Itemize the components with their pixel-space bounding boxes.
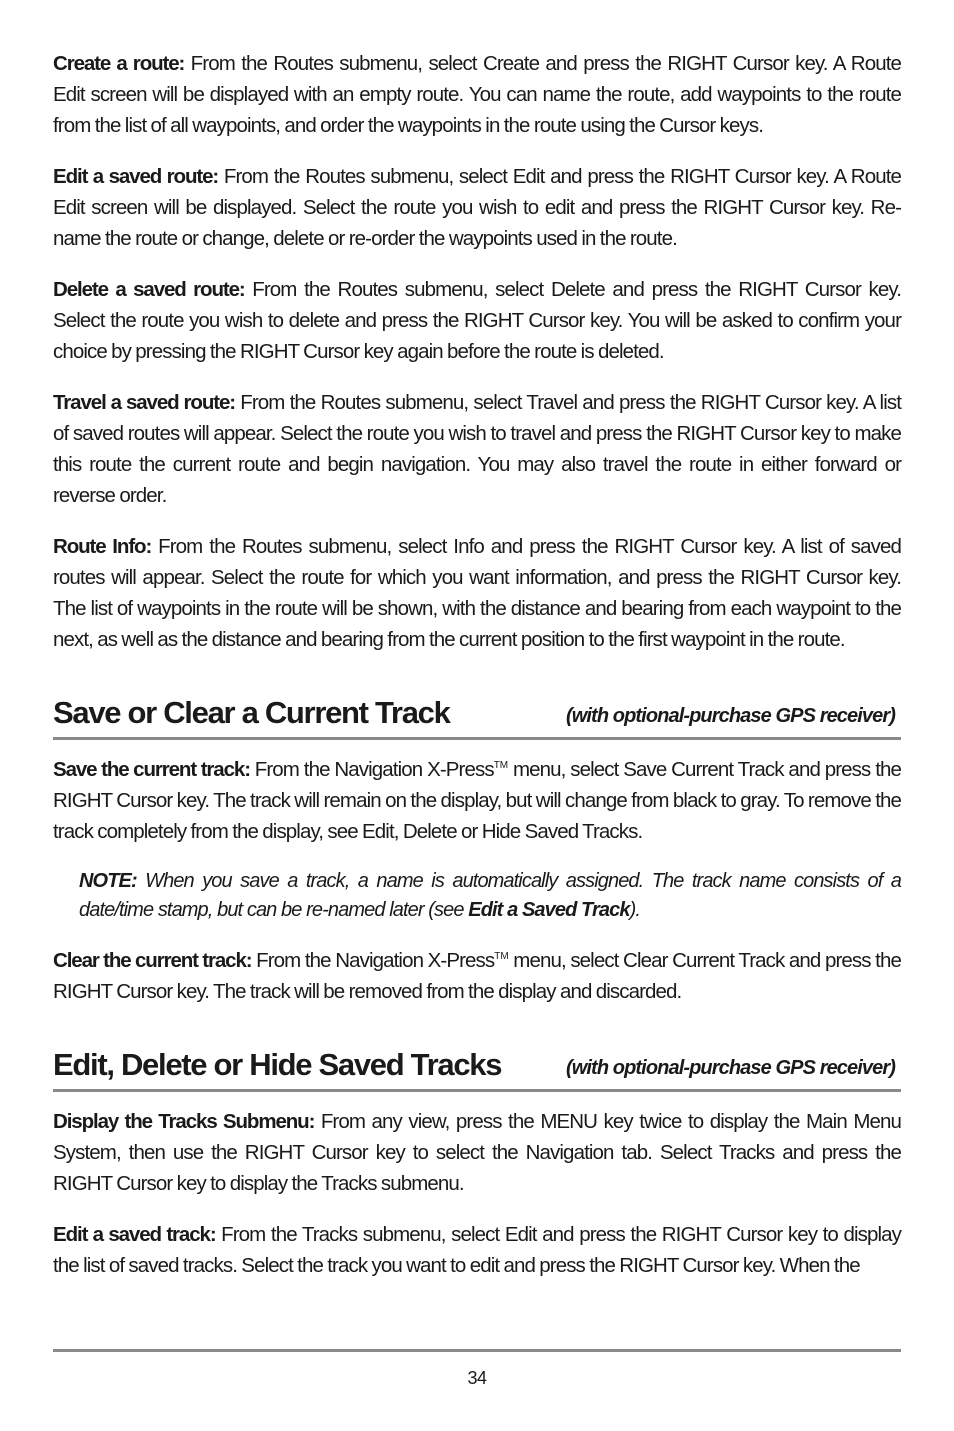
paragraph-text: menu, select Save Current Track and press the RIGHT Cursor key. The track will remain on the display, but will change from black to gray. To remove the track completely from the display, see Edit, Delete or Hide Saved Tracks. [53,758,901,843]
paragraph-label: Route Info: [53,535,152,558]
travel-route-paragraph [53,387,901,511]
section-title: Edit, Delete or Hide Saved Tracks [53,1047,502,1082]
save-track-paragraph [53,754,901,847]
paragraph-text: From the Routes submenu, select Edit and press the RIGHT Cursor key. A Route Edit screen will be displayed. Select the route you wish to edit and press the RIGHT Cursor key. Re-name the route or change, delete or re-order the waypoints used in the route. [53,165,901,250]
paragraph-label: Display the Tracks Submenu: [53,1110,315,1133]
section-subtitle: (with optional-purchase GPS receiver) [565,1057,895,1079]
paragraph-text: From the Routes submenu, select Delete and press the RIGHT Cursor key. Select the route you wish to delete and press the RIGHT Cursor key. You will be asked to confirm your choice by pressing the RIGHT Cursor key again before the route is deleted. [53,278,901,363]
paragraph-text: menu, select Clear Current Track and press the RIGHT Cursor key. The track will be removed from the display and discarded. [53,949,901,1003]
footer-divider [53,1349,901,1352]
section-heading-save-clear [53,691,901,740]
clear-track-paragraph [53,945,901,1007]
delete-route-paragraph [53,274,901,367]
paragraph-text: From the Routes submenu, select Travel and press the RIGHT Cursor key. A list of saved routes will appear. Select the route you wish to travel and press the RIGHT Cursor key to make this route the current route and begin navigation. You may also travel the route in either forward or reverse order. [53,391,901,507]
create-route-paragraph [53,48,901,141]
paragraph-label: Save the current track: [53,758,250,781]
paragraph-text: From the Routes submenu, select Create and press the RIGHT Cursor key. A Route Edit screen will be displayed with an empty route. You can name the route, add waypoints to the route from the list of all waypoints, and order the waypoints in the route using the Cursor keys. [53,52,901,137]
paragraph-label: Create a route: [53,52,185,75]
paragraph-text: From the Navigation X-Press [249,758,494,781]
edit-track-paragraph [53,1219,901,1281]
note-reference: Edit a Saved Track [468,899,630,921]
trademark-mark: TM [493,760,509,771]
note-label: NOTE: [79,870,137,892]
page-content [53,48,901,1301]
section-subtitle: (with optional-purchase GPS receiver) [565,705,895,727]
paragraph-text: From the Navigation X-Press [251,949,495,972]
paragraph-text: From the Routes submenu, select Info and press the RIGHT Cursor key. A list of saved routes will appear. Select the route for which you want information, and press the RIGHT Cursor key. The list of waypoints in the route will be shown, with the distance and bearing from each waypoint to the next, as well as the distance and bearing from the current position to the first waypoint in the route. [53,535,901,651]
trademark-mark: TM [494,951,509,962]
paragraph-text: From any view, press the MENU key twice to display the Main Menu System, then use the RIGHT Cursor key to select the Navigation tab. Select Tracks and press the RIGHT Cursor key to display the Tracks submenu. [53,1110,901,1195]
route-info-paragraph [53,531,901,655]
note-text: ). [629,899,640,921]
paragraph-label: Delete a saved route: [53,278,245,301]
paragraph-label: Travel a saved route: [53,391,236,414]
display-tracks-paragraph [53,1106,901,1199]
paragraph-label: Edit a saved route: [53,165,219,188]
note-text: When you save a track, a name is automatically assigned. The track name consists of a date/time stamp, but can be re-named later (see [79,870,901,921]
paragraph-label: Clear the current track: [53,949,252,972]
paragraph-text: From the Tracks submenu, select Edit and press the RIGHT Cursor key to display the list of saved tracks. Select the track you want to edit and press the RIGHT Cursor key. When the [53,1223,901,1277]
edit-route-paragraph [53,161,901,254]
section-title: Save or Clear a Current Track [53,695,450,730]
note-paragraph [79,867,901,925]
page-number: 34 [467,1368,487,1388]
paragraph-label: Edit a saved track: [53,1223,216,1246]
section-heading-saved-tracks [53,1043,901,1092]
